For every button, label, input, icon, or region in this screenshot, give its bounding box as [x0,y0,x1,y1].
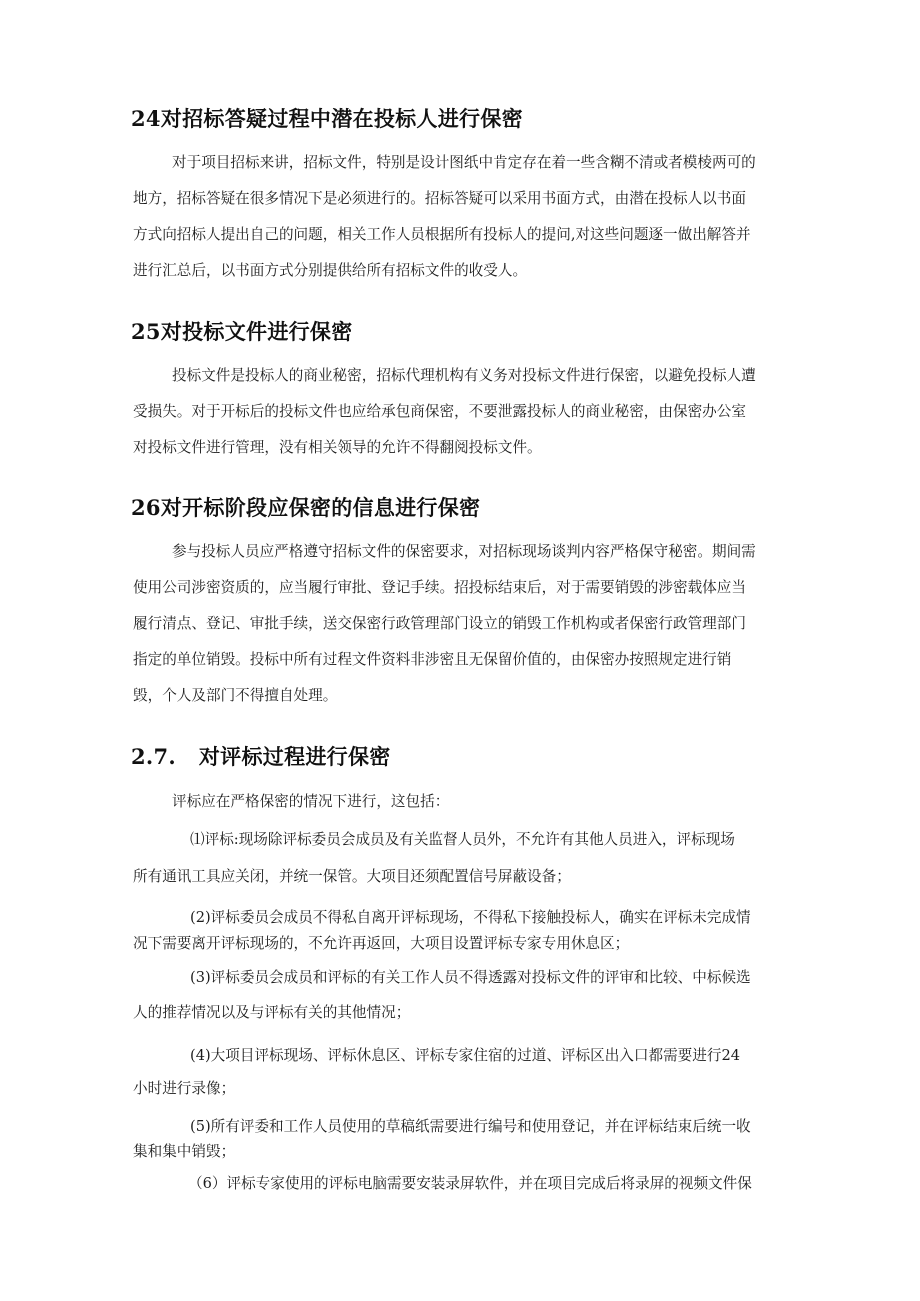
list-item-6-line-1: （6）评标专家使用的评标电脑需要安装录屏软件，并在项目完成后将录屏的视频文件保 [188,1175,752,1192]
paragraph-line: 使用公司涉密资质的，应当履行审批、登记手续。招投标结束后，对于需要销毁的涉密载体应当 [133,579,746,596]
list-item-4-line-2: 小时进行录像； [133,1080,236,1097]
list-item-2-line-2: 况下需要离开评标现场的，不允许再返回，大项目设置评标专家专用休息区； [133,935,630,952]
section-heading-24: 24对招标答疑过程中潜在投标人进行保密 [131,106,523,131]
list-item-5-line-2: 集和集中销毁； [133,1143,236,1160]
paragraph-line: 指定的单位销毁。投标中所有过程文件资料非涉密且无保留价值的，由保密办按照规定进行销 [133,651,732,668]
list-item-2-line-1: (2)评标委员会成员不得私自离开评标现场，不得私下接触投标人，确实在评标未完成情 [190,909,751,926]
paragraph-line: 受损失。对于开标后的投标文件也应给承包商保密，不要泄露投标人的商业秘密，由保密办公室 [133,403,746,420]
paragraph-line: 进行汇总后，以书面方式分别提供给所有招标文件的收受人。 [133,262,528,279]
list-item-3-line-2: 人的推荐情况以及与评标有关的其他情况； [133,1004,411,1021]
paragraph-line: 参与投标人员应严格遵守招标文件的保密要求，对招标现场谈判内容严格保守秘密。期间需 [172,543,756,560]
list-item-4-line-1: (4)大项目评标现场、评标休息区、评标专家住宿的过道、评标区出入口都需要进行24 [190,1047,741,1064]
paragraph-line: 对于项目招标来讲，招标文件，特别是设计图纸中肯定存在着一些含糊不清或者模棱两可的 [172,154,756,171]
list-item-1-line-2: 所有通讯工具应关闭，并统一保管。大项目还须配置信号屏蔽设备； [133,868,571,885]
paragraph-line: 毁，个人及部门不得擅自处理。 [133,687,338,704]
paragraph-line: 对投标文件进行管理，没有相关领导的允许不得翻阅投标文件。 [133,439,542,456]
section-heading-26: 26对开标阶段应保密的信息进行保密 [131,495,481,520]
section-heading-25: 25对投标文件进行保密 [131,319,353,344]
section-heading-2-7: 2.7. 对评标过程进行保密 [131,744,391,769]
list-item-3-line-1: (3)评标委员会成员和评标的有关工作人员不得透露对投标文件的评审和比较、中标候选 [190,969,751,986]
intro-line: 评标应在严格保密的情况下进行，这包括： [172,793,450,810]
list-item-1-line-1: ⑴评标:现场除评标委员会成员及有关监督人员外，不允许有其他人员进入，评标现场 [190,831,735,848]
paragraph-line: 履行清点、登记、审批手续，送交保密行政管理部门设立的销毁工作机构或者保密行政管理部门 [133,615,746,632]
paragraph-line: 方式向招标人提出自己的问题，相关工作人员根据所有投标人的提问,对这些问题逐一做出解答并 [133,226,751,243]
paragraph-line: 投标文件是投标人的商业秘密，招标代理机构有义务对投标文件进行保密，以避免投标人遭 [172,367,756,384]
list-item-5-line-1: (5)所有评委和工作人员使用的草稿纸需要进行编号和使用登记，并在评标结束后统一收 [190,1118,751,1135]
paragraph-line: 地方，招标答疑在很多情况下是必须进行的。招标答疑可以采用书面方式，由潜在投标人以书面 [133,190,746,207]
